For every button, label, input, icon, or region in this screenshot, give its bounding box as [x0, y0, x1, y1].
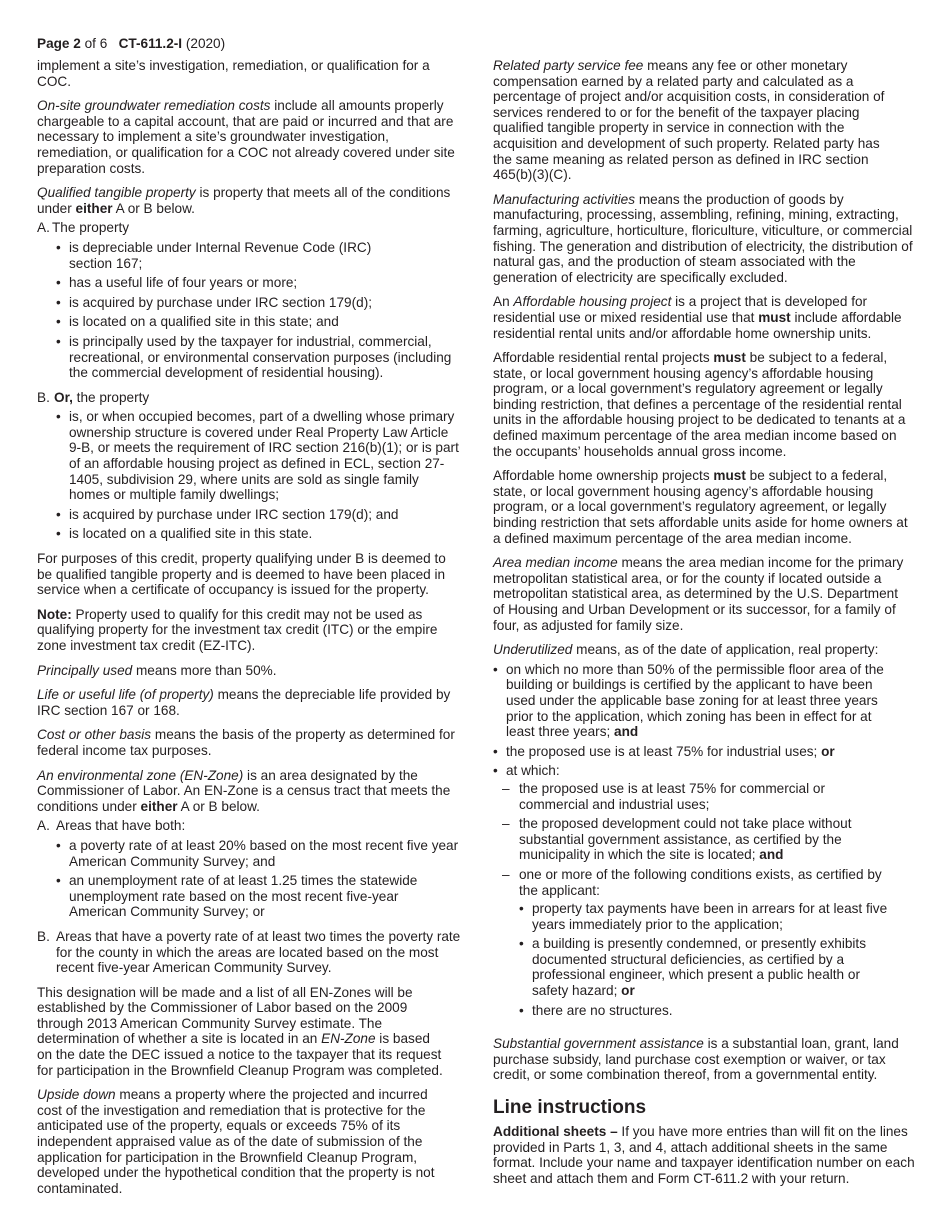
- condition-text: Areas that have both:: [56, 818, 186, 834]
- definition-text: means more than 50%.: [132, 662, 277, 678]
- list-item-text: [506, 662, 898, 740]
- condition-a: [37, 220, 461, 236]
- paragraph-text: Affordable home ownership projects: [493, 468, 714, 484]
- condition-b: [37, 390, 461, 406]
- term: Life or useful life (of property): [37, 687, 214, 703]
- condition-label: B.: [37, 389, 50, 405]
- condition-text-rest: the property: [72, 389, 150, 405]
- list-item-text: at which:: [506, 763, 560, 779]
- en-zone-condition-b: [37, 929, 461, 976]
- list-item: • the proposed use is at least 75% for industrial uses; or: [493, 743, 835, 759]
- definition-underutilized: [493, 642, 916, 658]
- list-item-text: property tax payments have been in arrears for at least five years immediately prior to the application;: [532, 901, 888, 932]
- paragraph-purposes: For purposes of this credit, property qualifying under B is deemed to be qualified tangible property and is deemed to have been placed in service when a certificate of occupancy is issued for the property.: [37, 551, 446, 598]
- definition-text: means the depreciable life provided by IRC section 167 or 168.: [37, 687, 451, 718]
- page-of: of 6: [80, 36, 119, 51]
- list-item: • at which: – the proposed use is at least 75% for commercial or commercial and industrial uses; – the proposed development could not take place without substantial government assistance, as certified by the municipality in which the site is located; and – one or more of the following conditions exists, as certified by the applicant: • property tax payments have been in arrears for at least five years immediately prior to the application; • a building is presently condemned, or presently exhibits documented structural deficiencies, as certified by a professional engineer, which present a public health or safety hazard; or • there are no structures.: [493, 763, 916, 1030]
- definition-text: means any fee or other monetary compensation earned by a related party and calculated as a percentage of project and/or acquisition costs, in consideration of services rendered to or for the benefit of the taxpayer placing qualified tangible property in service in connection with the acquisition and development of such property. Related party has the same meaning as related person as defined in IRC section 465(b)(3)(C).: [493, 58, 885, 183]
- list-item: • a poverty rate of at least 20% based on the most recent five year American Community Survey; and: [56, 838, 461, 869]
- section-heading-line-instructions: Line instructions: [493, 1097, 647, 1119]
- condition-text: [54, 390, 461, 406]
- list-item-text: [519, 816, 869, 863]
- list-item: • is, or when occupied becomes, part of a dwelling whose primary ownership structure is covered under Real Property Law Article 9-B, or meets the requirement of IRC section 216(b)(1); or is part of an affordable housing project as defined in ECL, section 27-1405, subdivision 29, where units are sold as single family homes or multiple family dwellings;: [56, 409, 461, 503]
- list-item-text: is depreciable under Internal Revenue Code (IRC) section 167;: [69, 239, 372, 271]
- list-item-text-main: the proposed development could not take place without substantial government assistance, as certified by the municipality in which the site is located;: [519, 816, 852, 863]
- definition-text: is an area designated by the Commissioner of Labor. An EN-Zone is a census tract that meets the conditions under: [37, 767, 451, 814]
- list-item-text: there are no structures.: [532, 1002, 673, 1018]
- paragraph-text: If you have more entries than will fit on the lines provided in Parts 1, 3, and 4, attach additional sheets in the same format. Include your name and taxpayer identification number on each sheet and attach them and Form CT-611.2 with your return.: [493, 1124, 915, 1186]
- paragraph-additional-sheets: [493, 1124, 916, 1186]
- emphasis: must: [713, 350, 746, 366]
- right-column: [493, 58, 916, 1195]
- definition-cost-basis: [37, 727, 461, 758]
- page-number: Page 2: [37, 36, 81, 51]
- emphasis: Additional sheets –: [493, 1124, 618, 1140]
- definition-onsite-groundwater: [37, 98, 461, 176]
- list-item-text: is acquired by purchase under IRC section 179(d);: [69, 294, 372, 310]
- term: Upside down: [37, 1087, 116, 1103]
- list-item-text: is, or when occupied becomes, part of a dwelling whose primary ownership structure is covered under Real Property Law Article 9-B, or meets the requirement of IRC section 216(b)(1); or is part of an affordable housing project as defined in ECL, section 27-1405, subdivision 29, where units are sold as single family homes or multiple family dwellings;: [69, 409, 459, 503]
- term: Manufacturing activities: [493, 191, 636, 207]
- term: Substantial government assistance: [493, 1036, 704, 1052]
- condition-text: The property: [52, 220, 130, 236]
- list-item: – the proposed development could not take place without substantial government assistance, as certified by the municipality in which the site is located; and: [502, 816, 916, 863]
- term: Related party service fee: [493, 58, 644, 73]
- term: Affordable housing project: [513, 294, 672, 310]
- condition-b-list: [56, 409, 461, 542]
- term: An environmental zone (EN-Zone): [37, 767, 244, 783]
- list-item-text: [506, 744, 835, 760]
- condition-text: Areas that have a poverty rate of at least two times the poverty rate for the county in which the areas are located based on the most recent five-year American Community Survey.: [56, 928, 461, 976]
- conditions-list: [519, 901, 916, 1022]
- list-item: • is depreciable under Internal Revenue Code (IRC) section 167;: [56, 240, 461, 271]
- en-zone-condition-a-list: [56, 838, 461, 920]
- list-item-text-main: the proposed use is at least 75% for industrial uses;: [506, 743, 822, 759]
- list-item: • a building is presently condemned, or presently exhibits documented structural deficiencies, as certified by a professional engineer, which present a public health or safety hazard; or: [519, 936, 916, 998]
- list-item: • is principally used by the taxpayer for industrial, commercial, recreational, or environmental conservation purposes (including the commercial development of residential housing).: [56, 334, 461, 381]
- list-item: • is located on a qualified site in this state.: [56, 526, 313, 542]
- emphasis: and: [759, 847, 784, 863]
- definition-qualified-tangible-property: [37, 185, 461, 216]
- list-item: – one or more of the following conditions exists, as certified by the applicant: • property tax payments have been in arrears for at least five years immediately prior to the application; • a building is presently condemned, or presently exhibits documented structural deficiencies, as certified by a professional engineer, which present a public health or safety hazard; or • there are no structures.: [502, 867, 916, 1022]
- note-paragraph: [37, 607, 461, 654]
- emphasis: must: [758, 309, 791, 325]
- form-year: (2020): [182, 36, 226, 51]
- paragraph-text: be subject to a federal, state, or local government housing agency’s affordable housing program, or a local government’s regulatory agreement, or legally binding restriction that sets affordable units aside for home owners at a defined maximum percentage of the area median income.: [493, 468, 908, 546]
- emphasis: either: [75, 200, 113, 216]
- emphasis: or: [821, 743, 835, 759]
- definition-en-zone: [37, 768, 461, 815]
- definition-text: means the production of goods by manufacturing, processing, assembling, refining, mining, extracting, farming, agriculture, horticulture, floriculture, viticulture, or commercial fishing. The generation and distribution of electricity, the distribution of natural gas, and the production of steam associated with the generation of electricity are specifically excluded.: [493, 191, 913, 285]
- definition-text: include affordable residential rental units and/or affordable home ownership units.: [493, 309, 902, 341]
- definition-text: means a property where the projected and incurred cost of the investigation and remediation that is protective for the anticipated use of the property, equals or exceeds 75% of its independent appraised value as of the date of submission of the application for participation in the Brownfield Cleanup Program, developed under the hypothetical condition that the property is not contaminated.: [37, 1087, 435, 1196]
- emphasis: and: [614, 724, 639, 740]
- definition-text: means, as of the date of application, real property:: [572, 642, 879, 658]
- definition-useful-life: [37, 687, 461, 718]
- list-item: • property tax payments have been in arrears for at least five years immediately prior to the application;: [519, 901, 916, 932]
- list-item: • has a useful life of four years or more;: [56, 275, 298, 291]
- term: Underutilized: [493, 642, 573, 658]
- term: Area median income: [493, 555, 618, 571]
- term: Qualified tangible property: [37, 185, 196, 201]
- list-item: • on which no more than 50% of the permissible floor area of the building or buildings is certified by the applicant to have been used under the applicable base zoning for at least three years prior to the application, which zoning has been in effect for at least three years; and: [493, 662, 916, 740]
- page-header: [37, 36, 225, 52]
- definition-text: include all amounts properly chargeable to a capital account, that are paid or incurred and that are necessary to implement a site’s groundwater investigation, remediation, or qualification for a COC not already covered under site preparation costs.: [37, 98, 455, 176]
- condition-a-list: [56, 240, 461, 381]
- term: Cost or other basis: [37, 727, 152, 743]
- definition-substantial-government-assistance: [493, 1036, 916, 1083]
- paragraph-text: be subject to a federal, state, or local government housing agency’s affordable housing program, or a local government’s regulatory agreement or legally binding restriction, that defines a percentage of the residential rental units in the affordable housing project to be dedicated to tenants at a defined maximum percentage of the area median income based on the occupants’ households annual gross income.: [493, 350, 906, 459]
- list-item-text: is acquired by purchase under IRC section 179(d); and: [69, 506, 399, 522]
- paragraph-designation: [37, 985, 447, 1079]
- definition-text: is property that meets all of the conditions under: [37, 185, 451, 216]
- emphasis: either: [140, 798, 178, 814]
- paragraph-rental-projects: [493, 350, 916, 459]
- definition-text: means the basis of the property as determined for federal income tax purposes.: [37, 727, 455, 758]
- condition-label: A.: [37, 818, 50, 834]
- list-item-text: has a useful life of four years or more;: [69, 275, 298, 291]
- definition-text: A or B below.: [177, 798, 260, 814]
- list-item: • is located on a qualified site in this state; and: [56, 314, 339, 330]
- paragraph-intro: implement a site’s investigation, remediation, or qualification for a COC.: [37, 58, 430, 89]
- definition-affordable-housing: [493, 294, 916, 341]
- emphasis: Or,: [54, 389, 73, 405]
- definition-text: A or B below.: [112, 200, 195, 216]
- left-column: [37, 58, 461, 1205]
- paragraph-text: Affordable residential rental projects: [493, 350, 714, 366]
- list-item-text: an unemployment rate of at least 1.25 times the statewide unemployment rate based on the most recent five-year American Community Survey; or: [69, 873, 418, 920]
- condition-label: A.: [37, 220, 50, 236]
- list-item-text: [532, 936, 887, 998]
- emphasis: must: [713, 468, 746, 484]
- condition-label: B.: [37, 928, 50, 944]
- list-item: – the proposed use is at least 75% for commercial or commercial and industrial uses;: [502, 781, 916, 812]
- list-item: • an unemployment rate of at least 1.25 times the statewide unemployment rate based on the most recent five-year American Community Survey; or: [56, 873, 418, 920]
- note-text: Property used to qualify for this credit may not be used as qualifying property for the investment tax credit (ITC) or the empire zone investment tax credit (EZ-ITC).: [37, 606, 438, 653]
- definition-related-party-fee: [493, 58, 885, 183]
- emphasis: or: [621, 983, 635, 999]
- term: On-site groundwater remediation costs: [37, 98, 271, 114]
- form-code: CT-611.2-I: [118, 36, 183, 51]
- paragraph-text: This designation will be made and a list of all EN-Zones will be established by the Commissioner of Labor based on the 2009 through 2013 American Community Survey estimate. The determination of whether a site is located in an: [37, 984, 413, 1047]
- list-item-text-main: on which no more than 50% of the permissible floor area of the building or buildings is certified by the applicant to have been used under the applicable base zoning for at least three years prior to the application, which zoning has been in effect for at least three years;: [506, 661, 884, 740]
- definition-text: is a substantial loan, grant, land purchase subsidy, land purchase cost exemption or waiver, or tax credit, or some combination thereof, from a governmental entity.: [493, 1036, 899, 1083]
- list-item-text: is principally used by the taxpayer for industrial, commercial, recreational, or environmental conservation purposes (including the commercial development of residential housing).: [69, 333, 452, 381]
- definition-upside-down: [37, 1087, 451, 1196]
- definition-principally-used: [37, 663, 461, 679]
- dash-list: [502, 781, 916, 1026]
- list-item-text: is located on a qualified site in this state.: [69, 526, 313, 542]
- paragraph-text: is based on the date the DEC issued a notice to the taxpayer that its request for participation in the Brownfield Cleanup Program was completed.: [37, 1031, 443, 1078]
- underutilized-list: [493, 662, 916, 1030]
- list-item-text: a poverty rate of at least 20% based on the most recent five year American Community Survey; and: [69, 837, 459, 869]
- list-item: • is acquired by purchase under IRC section 179(d);: [56, 294, 372, 310]
- list-item: • is acquired by purchase under IRC section 179(d); and: [56, 506, 399, 522]
- list-item-text: the proposed use is at least 75% for commercial or commercial and industrial uses;: [519, 780, 826, 812]
- term: Principally used: [37, 662, 133, 678]
- list-item-text-main: a building is presently condemned, or presently exhibits documented structural deficiencies, as certified by a professional engineer, which present a public health or safety hazard;: [532, 936, 866, 999]
- definition-text: An: [493, 294, 514, 310]
- definition-text: is a project that is developed for residential use or mixed residential use that: [493, 294, 868, 325]
- definition-area-median-income: [493, 555, 905, 633]
- list-item: • there are no structures.: [519, 1002, 673, 1018]
- en-zone-condition-a: [37, 818, 461, 834]
- definition-manufacturing: [493, 192, 916, 286]
- term: EN-Zone: [321, 1031, 376, 1047]
- definition-text: means the area median income for the primary metropolitan statistical area, or for the county if located outside a metropolitan statistical area, as determined by the U.S. Department of Housing and Urban Development or its successor, for a family of four, as adjusted for family size.: [493, 555, 904, 633]
- list-item-text: one or more of the following conditions exists, as certified by the applicant:: [519, 866, 882, 898]
- list-item-text: is located on a qualified site in this state; and: [69, 314, 339, 330]
- paragraph-home-ownership: [493, 468, 916, 546]
- note-label: Note:: [37, 606, 72, 622]
